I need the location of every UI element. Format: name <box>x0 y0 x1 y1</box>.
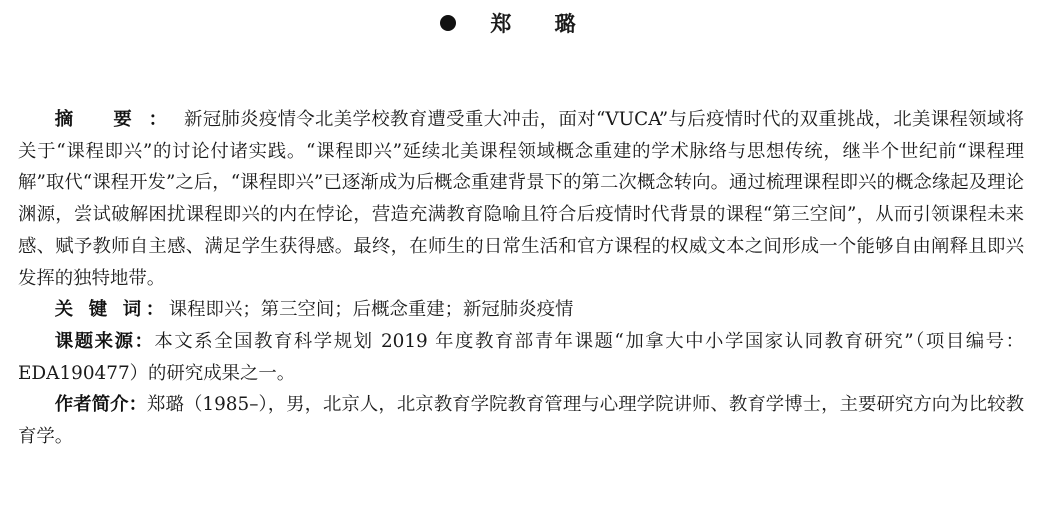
funding-label: 课题来源： <box>54 330 155 352</box>
author-line <box>0 8 1042 38</box>
bullet-icon <box>440 15 456 31</box>
funding-text: 本文系全国教育科学规划 2019 年度教育部青年课题“加拿大中小学国家认同教育研究”（项目编号：EDA190477）的研究成果之一。 <box>18 330 1024 384</box>
bio-paragraph <box>18 389 1024 452</box>
abstract-label: 摘 要： <box>54 109 184 130</box>
funding-paragraph <box>18 326 1024 389</box>
keywords-paragraph <box>18 294 1024 326</box>
abstract-text: 新冠肺炎疫情令北美学校教育遭受重大冲击，面对“VUCA”与后疫情时代的双重挑战，北美课程领域将关于“课程即兴”的讨论付诸实践。“课程即兴”延续北美课程领域概念重建的学术脉络与思想传统，继半个世纪前“课程理解”取代“课程开发”之后，“课程即兴”已逐渐成为后概念重建背景下的第二次概念转向。通过梳理课程即兴的概念缘起及理论渊源，尝试破解困扰课程即兴的内在悖论，营造充满教育隐喻且符合后疫情时代背景的课程“第三空间”，从而引领课程未来感、赋予教师自主感、满足学生获得感。最终，在师生的日常生活和官方课程的权威文本之间形成一个能够自由阐释且即兴发挥的独特地带。 <box>18 109 1024 289</box>
author-name: 郑 璐 <box>490 11 594 36</box>
bio-text: 郑璐（1985–），男，北京人，北京教育学院教育管理与心理学院讲师、教育学博士，主要研究方向为比较教育学。 <box>18 394 1024 448</box>
keywords-label: 关 键 词： <box>54 299 169 321</box>
keywords-text: 课程即兴；第三空间；后概念重建；新冠肺炎疫情 <box>168 299 574 321</box>
front-matter <box>18 104 1024 453</box>
abstract-paragraph <box>18 104 1024 294</box>
bio-label: 作者简介： <box>54 394 148 416</box>
